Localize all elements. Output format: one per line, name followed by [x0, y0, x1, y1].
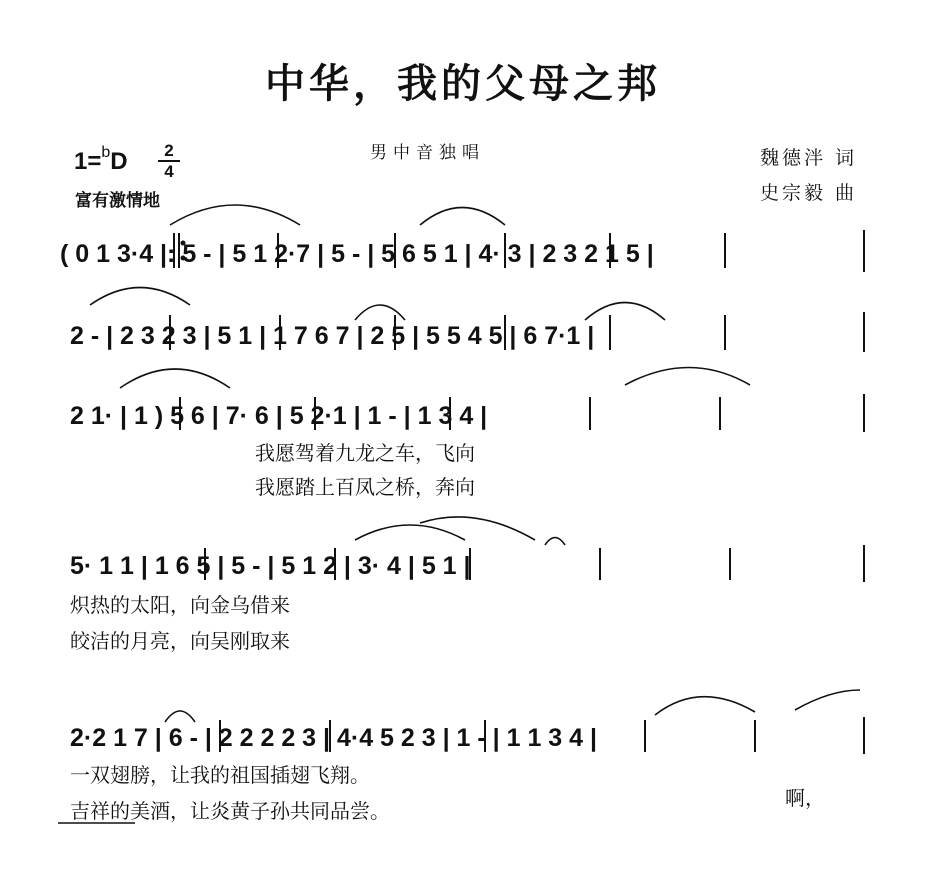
score-row-5: 2·2 1 7 | 6 - | 2 2 2 2 3 | 4·4 5 2 3 | 1 - | 1 1 3 4 | [70, 724, 597, 752]
score-row-2: 2 - | 2 3 2 3 | 5 1 | 1 7 6 7 | 2 5 | 5 5 4 5 | 6 7·1 | [70, 322, 595, 350]
time-denominator: 4 [164, 162, 174, 181]
slur [165, 711, 195, 722]
slur [355, 525, 465, 540]
composer-credit: 史宗毅 曲 [760, 182, 858, 204]
slur [625, 368, 750, 386]
lyricist-credit: 魏德泮 词 [760, 147, 858, 169]
time-numerator: 2 [164, 141, 174, 160]
key-prefix: 1= [74, 148, 102, 175]
key-letter: D [110, 148, 128, 175]
slur [355, 305, 405, 320]
slur [420, 208, 505, 226]
slur [795, 690, 860, 710]
lyric-verse-2: 皎洁的月亮，向吴刚取来 [70, 629, 290, 653]
score-row-3: 2 1· | 1 ) 5 6 | 7· 6 | 5 2·1 | 1 - | 1 3 4 | [70, 402, 488, 430]
slur [170, 205, 300, 225]
lyric-verse-1: 我愿驾着九龙之车，飞向 [255, 441, 475, 465]
lyric-verse-2: 吉祥的美酒，让炎黄子孙共同品尝。 [70, 799, 390, 823]
slur [545, 538, 565, 546]
song-title: 中华，我的父母之邦 [265, 60, 661, 107]
lyric-verse-1: 炽热的太阳，向金乌借来 [70, 593, 290, 617]
lyric-verse-1: 一双翅膀，让我的祖国插翅飞翔。 [70, 763, 370, 787]
lyric-refrain: 啊， [785, 786, 825, 810]
flat-sign: b [101, 144, 111, 161]
score-row-1: ( 0 1 3·4 |: 5 - | 5 1 2·7 | 5 - | 5 6 5 1 | 4· 3 | 2 3 2 1 5 | [60, 240, 654, 268]
slur [655, 697, 755, 715]
performance-note: 男中音独唱 [370, 143, 485, 163]
slur [585, 303, 665, 321]
lyric-verse-2: 我愿踏上百凤之桥，奔向 [255, 475, 475, 499]
tempo-marking: 富有激情地 [75, 191, 160, 211]
score-row-4: 5· 1 1 | 1 6 5 | 5 - | 5 1 2 | 3· 4 | 5 1 | [70, 552, 471, 580]
slur [120, 369, 230, 388]
slur [90, 288, 190, 306]
